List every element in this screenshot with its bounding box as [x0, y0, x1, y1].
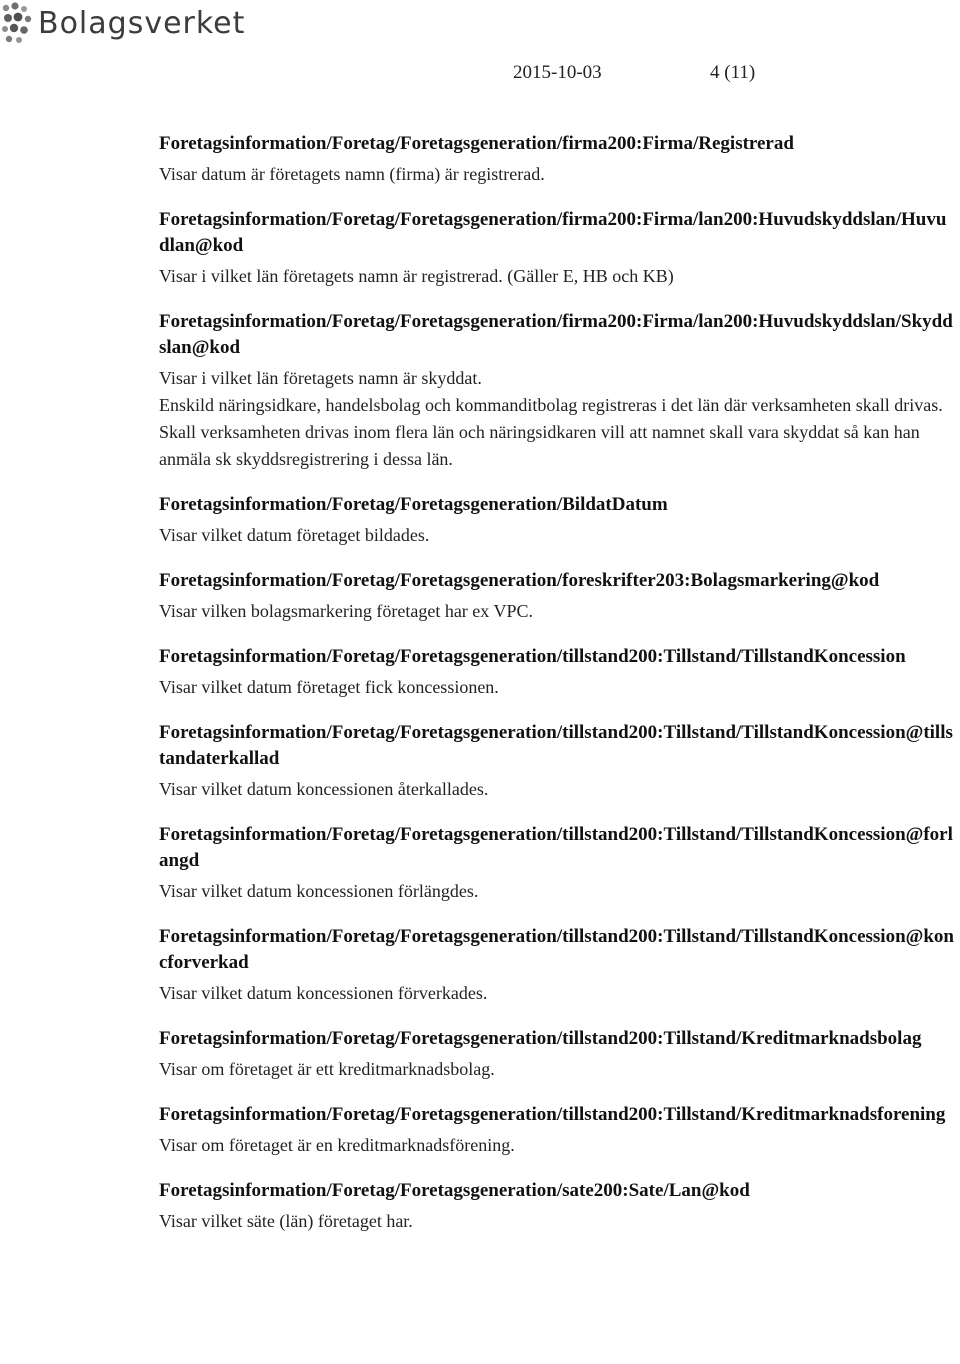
field-entry — [159, 720, 955, 803]
description-paragraph: Visar vilket datum koncessionen förlängdes. — [159, 881, 479, 901]
field-path-heading: Foretagsinformation/Foretag/Foretagsgeneration/tillstand200:Tillstand/Kreditmarknadsbolag — [159, 1028, 922, 1049]
field-entry — [159, 568, 955, 625]
field-path-heading: Foretagsinformation/Foretag/Foretagsgeneration/sate200:Sate/Lan@kod — [159, 1180, 750, 1201]
description-paragraph: Visar om företaget är en kreditmarknadsförening. — [159, 1135, 515, 1155]
logo-text: Bolagsverket — [38, 6, 246, 41]
description-paragraph: Visar vilket datum företaget bildades. — [159, 525, 430, 545]
description-paragraph: Visar vilket datum företaget fick koncessionen. — [159, 677, 499, 697]
description-paragraph: Visar vilket säte (län) företaget har. — [159, 1211, 413, 1231]
description-paragraph: Visar i vilket län företagets namn är skyddat. — [159, 368, 482, 388]
description-paragraph: Visar vilken bolagsmarkering företaget har ex VPC. — [159, 601, 533, 621]
field-description — [159, 598, 955, 625]
field-entry — [159, 309, 955, 473]
field-path-heading: Foretagsinformation/Foretag/Foretagsgeneration/tillstand200:Tillstand/TillstandKoncession@koncforverkad — [159, 926, 954, 973]
field-path-heading: Foretagsinformation/Foretag/Foretagsgeneration/tillstand200:Tillstand/TillstandKoncession@forlangd — [159, 824, 953, 871]
field-description — [159, 878, 955, 905]
field-entry — [159, 131, 955, 188]
field-description — [159, 776, 955, 803]
description-paragraph: Visar om företaget är ett kreditmarknadsbolag. — [159, 1059, 495, 1079]
field-entry — [159, 924, 955, 1007]
field-path-heading: Foretagsinformation/Foretag/Foretagsgeneration/firma200:Firma/lan200:Huvudskyddslan/Skyddslan@kod — [159, 311, 953, 358]
field-description — [159, 980, 955, 1007]
field-entry — [159, 1178, 955, 1235]
description-paragraph: Visar datum är företagets namn (firma) är registrerad. — [159, 164, 545, 184]
header-meta — [513, 62, 756, 84]
field-path-heading: Foretagsinformation/Foretag/Foretagsgeneration/tillstand200:Tillstand/TillstandKoncession — [159, 646, 906, 667]
field-entry — [159, 207, 955, 290]
field-description — [159, 263, 955, 290]
field-description — [159, 674, 955, 701]
field-path-heading: Foretagsinformation/Foretag/Foretagsgeneration/firma200:Firma/lan200:Huvudskyddslan/Huvudlan@kod — [159, 209, 947, 256]
dotted-logo-icon — [0, 0, 36, 48]
field-description — [159, 1208, 955, 1235]
field-description — [159, 161, 955, 188]
field-entry — [159, 644, 955, 701]
field-description — [159, 1132, 955, 1159]
document-date: 2015-10-03 — [513, 62, 602, 83]
bolagsverket-logo — [0, 0, 245, 48]
field-path-heading: Foretagsinformation/Foretag/Foretagsgeneration/firma200:Firma/Registrerad — [159, 133, 794, 154]
description-paragraph: Visar i vilket län företagets namn är registrerad. (Gäller E, HB och KB) — [159, 266, 674, 286]
description-paragraph: Enskild näringsidkare, handelsbolag och kommanditbolag registreras i det län där verksamheten skall drivas. Skall verksamheten drivas inom flera län och näringsidkaren vill att namnet skall vara skyddat så kan han anmäla sk skyddsregistrering i dessa län. — [159, 395, 943, 469]
field-path-heading: Foretagsinformation/Foretag/Foretagsgeneration/foreskrifter203:Bolagsmarkering@kod — [159, 570, 880, 591]
document-body — [159, 131, 955, 1254]
description-paragraph: Visar vilket datum koncessionen förverkades. — [159, 983, 488, 1003]
field-path-heading: Foretagsinformation/Foretag/Foretagsgeneration/tillstand200:Tillstand/Kreditmarknadsforening — [159, 1104, 946, 1125]
field-path-heading: Foretagsinformation/Foretag/Foretagsgeneration/BildatDatum — [159, 494, 668, 515]
field-entry — [159, 822, 955, 905]
field-description — [159, 522, 955, 549]
description-paragraph: Visar vilket datum koncessionen återkallades. — [159, 779, 489, 799]
page-number: 4 (11) — [710, 62, 756, 83]
field-entry — [159, 492, 955, 549]
field-entry — [159, 1026, 955, 1083]
field-path-heading: Foretagsinformation/Foretag/Foretagsgeneration/tillstand200:Tillstand/TillstandKoncession@tillstandaterkallad — [159, 722, 953, 769]
field-description — [159, 1056, 955, 1083]
field-description — [159, 365, 955, 473]
field-entry — [159, 1102, 955, 1159]
